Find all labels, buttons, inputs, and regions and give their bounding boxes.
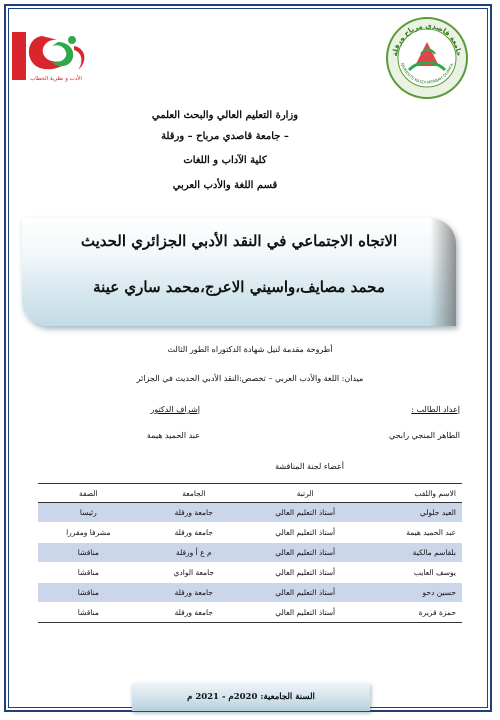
col-name: الاسم واللقب [361,484,462,503]
table-row [38,523,462,543]
member-rank: أستاذ التعليم العالي [249,543,361,563]
table-row [38,563,462,583]
university-name: جامعة قاصدي مرباح – ورقلة – [161,131,289,142]
member-name: العيد جلولي [361,503,462,523]
member-name: بلقاسم مالكية [361,543,462,563]
member-name: حمزة قريرة [361,603,462,623]
member-university: جامعة الوادي [139,563,249,583]
table-row [38,503,462,523]
member-role: مناقشا [38,583,139,603]
member-role: مناقشا [38,543,139,563]
lab-logo [12,28,94,86]
faculty-name: كلية الآداب و اللغات [183,155,267,166]
col-rank: الرتبة [249,484,361,503]
supervisor-name: عبد الحميد هيمة [146,431,200,440]
member-university: جامعة ورقلة [139,603,249,623]
committee-table [38,483,462,623]
university-logo-arabic: جامعة قاصدي مرباح ورقلة [391,21,464,57]
member-name: حسين دحو [361,583,462,603]
member-role: رئيسا [38,503,139,523]
col-role: الصفة [38,484,139,503]
degree-statement: أطروحة مقدمة لنيل شهادة الدكتوراه الطور الثالث [167,345,333,354]
member-rank: أستاذ التعليم العالي [249,563,361,583]
department-name: قسم اللغة والأدب العربي [172,180,278,191]
university-logo-latin: NIVERSITE KASDI MERBAH OUARGL [399,62,455,85]
col-university: الجامعة [139,484,249,503]
table-row [38,583,462,603]
thesis-title: الاتجاه الاجتماعي في النقد الأدبي الجزائري الحديث [80,232,398,250]
title-banner [22,218,456,326]
member-university: جامعة ورقلة [139,503,249,523]
member-rank: أستاذ التعليم العالي [249,583,361,603]
university-logo [385,16,469,100]
supervisor-label: إشراف الدكتور [150,405,200,414]
committee-title: أعضاء لجنة المناقشة [275,462,344,471]
member-university: جامعة ورقلة [139,523,249,543]
student-name: الطاهر المنجي رابحي [388,431,460,440]
member-role: مناقشا [38,563,139,583]
table-row [38,543,462,563]
member-rank: أستاذ التعليم العالي [249,523,361,543]
academic-year: السنة الجامعية: 2020م - 2021 م [132,683,370,711]
member-university: جامعة ورقلة [139,583,249,603]
lab-logo-caption: الأدب و نظرية الخطاب [30,76,82,82]
field-specialty: ميدان: اللغة والأدب العربي – تخصص:النقد الأدبي الحديث في الجزائر [136,374,364,383]
member-name: يوسف العايب [361,563,462,583]
member-rank: أستاذ التعليم العالي [249,603,361,623]
committee-header-row [38,484,462,503]
ministry-name: وزارة التعليم العالي والبحث العلمي [151,110,299,121]
member-university: م ع أ ورقلة [139,543,249,563]
table-row [38,603,462,623]
student-label: إعداد الطالب : [411,405,460,414]
member-role: مناقشا [38,603,139,623]
member-name: عبد الحميد هيمة [361,523,462,543]
thesis-subtitle: محمد مصايف،واسيني الاعرج،محمد ساري عينة [93,278,385,296]
member-rank: أستاذ التعليم العالي [249,503,361,523]
member-role: مشرفا ومقررا [38,523,139,543]
